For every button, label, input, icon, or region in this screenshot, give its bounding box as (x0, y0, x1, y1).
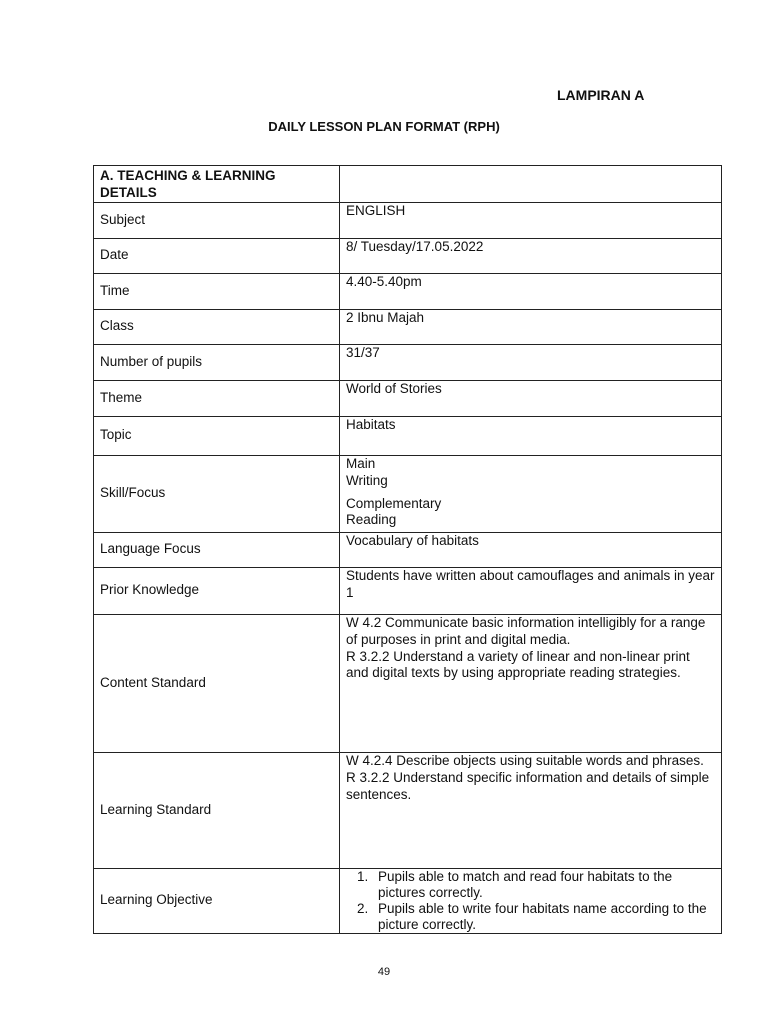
content-standard-item: W 4.2 Communicate basic information intelligibly for a range of purposes in print and digital media. (346, 614, 706, 647)
subject-label: Subject (94, 202, 340, 238)
content-standard-item: R 3.2.2 Understand a variety of linear and non-linear print and digital texts by using appropriate reading strategies. (346, 648, 690, 681)
language-focus-label: Language Focus (94, 532, 340, 567)
content-standard-label: Content Standard (94, 614, 340, 752)
table-row (94, 344, 722, 380)
document-title: DAILY LESSON PLAN FORMAT (RPH) (268, 119, 500, 134)
prior-knowledge-value: Students have written about camouflages and animals in year 1 (340, 567, 722, 614)
date-value: 8/ Tuesday/17.05.2022 (340, 238, 722, 273)
topic-label: Topic (94, 416, 340, 455)
objectives-list (346, 869, 715, 933)
class-label: Class (94, 309, 340, 344)
subject-value: ENGLISH (340, 202, 722, 238)
learning-standard-item: R 3.2.2 Understand specific information and details of simple sentences. (346, 769, 710, 802)
pupils-label: Number of pupils (94, 344, 340, 380)
table-row (94, 752, 722, 868)
table-row (94, 455, 722, 532)
table-row (94, 416, 722, 455)
table-row (94, 166, 722, 203)
page-number: 49 (377, 966, 391, 978)
theme-label: Theme (94, 380, 340, 416)
table-row (94, 273, 722, 309)
table-row (94, 309, 722, 344)
table-row (94, 532, 722, 567)
theme-value: World of Stories (340, 380, 722, 416)
skill-main-heading: Main (346, 455, 376, 471)
objective-item: 2. Pupils able to write four habitats name according to the picture correctly. (372, 901, 715, 933)
skill-complementary-value: Reading (346, 512, 397, 528)
time-label: Time (94, 273, 340, 309)
annex-label: LAMPIRAN A (557, 87, 645, 103)
learning-standard-item: W 4.2.4 Describe objects using suitable words and phrases. (346, 752, 704, 768)
pupils-value: 31/37 (340, 344, 722, 380)
table-row (94, 380, 722, 416)
learning-standard-label: Learning Standard (94, 752, 340, 868)
section-heading-value (340, 166, 722, 203)
objective-item: 1. Pupils able to match and read four habitats to the pictures correctly. (372, 869, 715, 901)
language-focus-value: Vocabulary of habitats (340, 532, 722, 567)
table-row (94, 614, 722, 752)
table-row (94, 868, 722, 933)
learning-objective-label: Learning Objective (94, 868, 340, 933)
skill-complementary-heading: Complementary (346, 495, 442, 511)
skill-value (340, 455, 722, 532)
skill-label: Skill/Focus (94, 455, 340, 532)
table-row (94, 238, 722, 273)
content-standard-value (340, 614, 722, 752)
date-label: Date (94, 238, 340, 273)
table-row (94, 567, 722, 614)
class-value: 2 Ibnu Majah (340, 309, 722, 344)
lesson-plan-table (93, 165, 722, 934)
section-heading: A. TEACHING & LEARNING DETAILS (94, 166, 340, 203)
learning-objective-value (340, 868, 722, 933)
topic-value: Habitats (340, 416, 722, 455)
time-value: 4.40-5.40pm (340, 273, 722, 309)
learning-standard-value (340, 752, 722, 868)
prior-knowledge-label: Prior Knowledge (94, 567, 340, 614)
table-row (94, 202, 722, 238)
skill-main-value: Writing (346, 472, 388, 488)
